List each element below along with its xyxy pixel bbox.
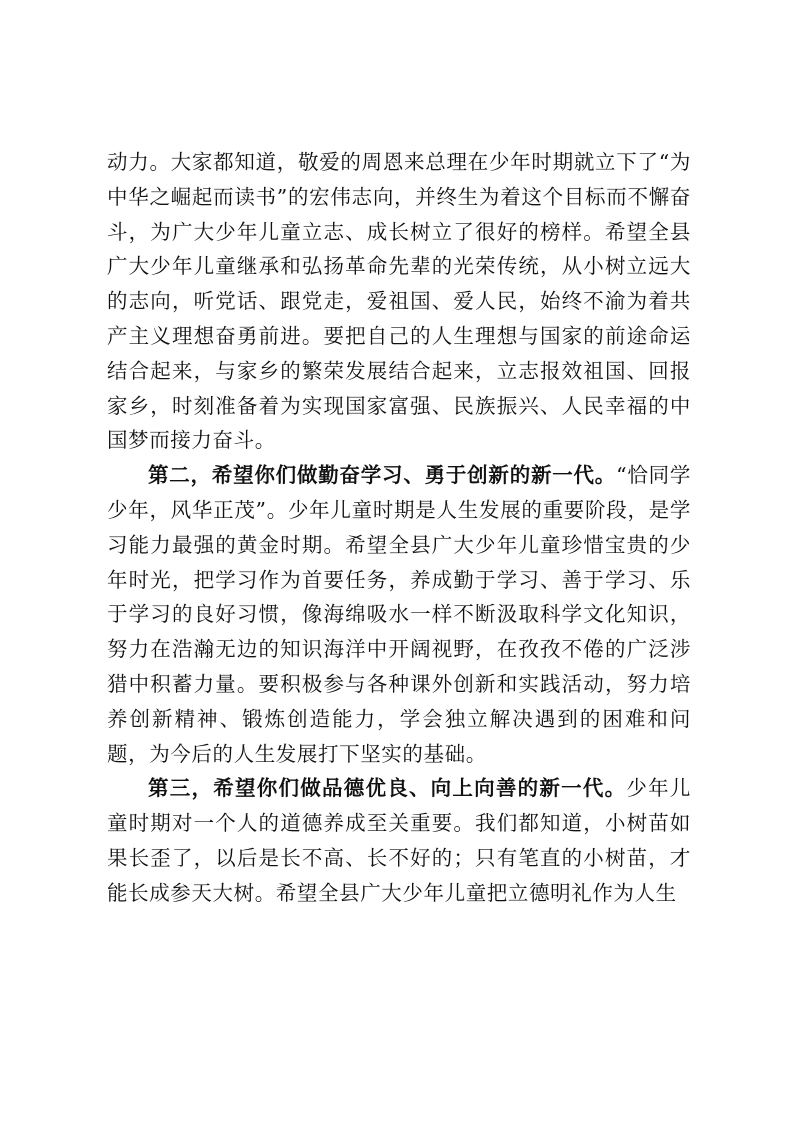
paragraph-heading: 第三，希望你们做品德优良、向上向善的新一代。 — [148, 776, 627, 801]
document-body — [107, 145, 691, 911]
paragraph-second-hope — [107, 458, 691, 771]
paragraph-text: 动力。大家都知道，敬爱的周恩来总理在少年时期就立下了“为中华之崛起而读书”的宏伟志向，并终生为着这个目标而不懈奋斗，为广大少年儿童立志、成长树立了很好的榜样。希望全县广大少年儿童继承和弘扬革命先辈的光荣传统，从小树立远大的志向，听党话、跟党走，爱祖国、爱人民，始终不渝为着共产主义理想奋勇前进。要把自己的人生理想与国家的前途命运结合起来，与家乡的繁荣发展结合起来，立志报效祖国、回报家乡，时刻准备着为实现国家富强、民族振兴、人民幸福的中国梦而接力奋斗。 — [107, 150, 691, 453]
paragraph-third-hope — [107, 771, 691, 910]
paragraph-text: “恰同学少年，风华正茂”。少年儿童时期是人生发展的重要阶段，是学习能力最强的黄金时期。希望全县广大少年儿童珍惜宝贵的少年时光，把学习作为首要任务，养成勤于学习、善于学习、乐于学习的良好习惯，像海绵吸水一样不断汲取科学文化知识，努力在浩瀚无边的知识海洋中开阔视野，在孜孜不倦的广泛涉猎中积蓄力量。要积极参与各种课外创新和实践活动，努力培养创新精神、锻炼创造能力，学会独立解决遇到的困难和问题，为今后的人生发展打下坚实的基础。 — [107, 463, 691, 766]
paragraph-text: 少年儿童时期对一个人的道德养成至关重要。我们都知道，小树苗如果长歪了，以后是长不高、长不好的；只有笔直的小树苗，才能长成参天大树。希望全县广大少年儿童把立德明礼作为人生 — [107, 776, 691, 905]
paragraph-continuation — [107, 145, 691, 458]
paragraph-heading: 第二，希望你们做勤奋学习、勇于创新的新一代。 — [148, 463, 617, 488]
